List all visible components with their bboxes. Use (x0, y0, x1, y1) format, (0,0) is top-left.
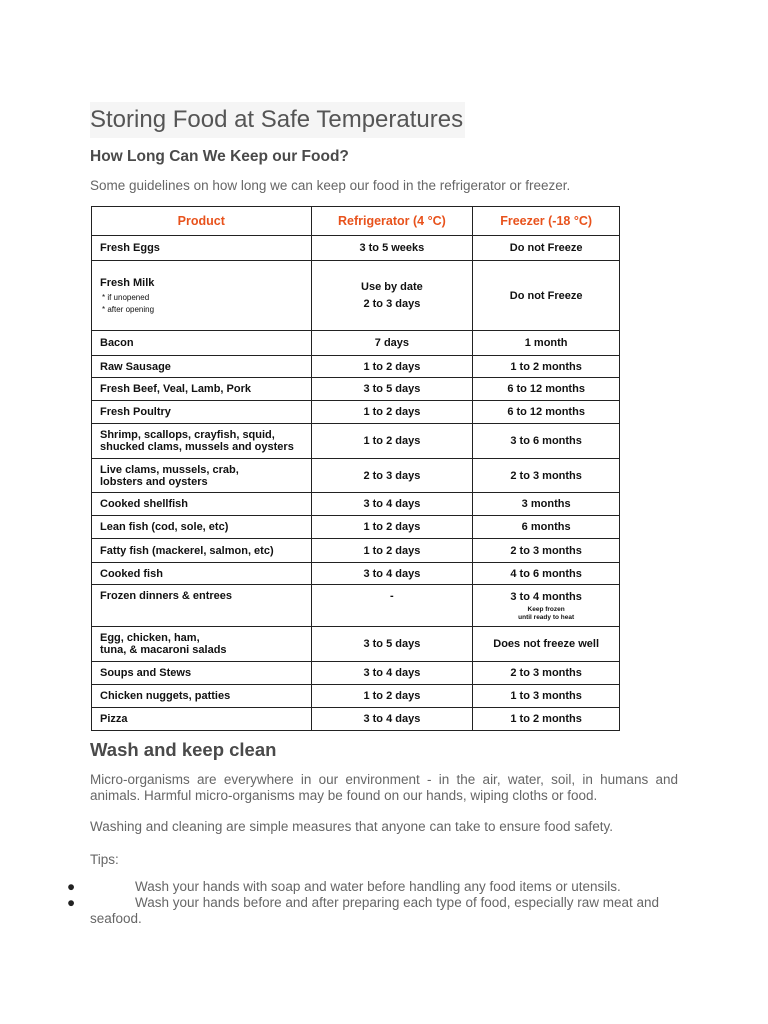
product-cell: Pizza (92, 708, 312, 731)
page-title: Storing Food at Safe Temperatures (90, 102, 465, 138)
table-row (92, 424, 620, 459)
freezer-cell: 3 to 6 months (473, 424, 620, 459)
fridge-cell: 1 to 2 days (311, 539, 473, 563)
table-row (92, 459, 620, 493)
product-cell (92, 627, 312, 662)
table-row (92, 585, 620, 627)
product-cell: Cooked shellfish (92, 493, 312, 516)
fridge-cell: - (311, 585, 473, 627)
table-row (92, 493, 620, 516)
product-name-cont: shucked clams, mussels and oysters (100, 441, 294, 453)
table-row (92, 236, 620, 261)
product-cell: Fatty fish (mackerel, salmon, etc) (92, 539, 312, 563)
bullet-dot-icon: ● (67, 879, 76, 894)
tips-list (0, 879, 768, 927)
table-row (92, 378, 620, 401)
product-cell: Chicken nuggets, patties (92, 685, 312, 708)
table-header-row (92, 207, 620, 236)
fridge-cell: 2 to 3 days (311, 459, 473, 493)
paragraph-washing: Washing and cleaning are simple measures that anyone can take to ensure food safety. (90, 819, 614, 834)
storage-table (91, 206, 620, 731)
product-name-cont: lobsters and oysters (100, 475, 208, 488)
freezer-cell: 1 month (473, 331, 620, 356)
fridge-cell: 7 days (311, 331, 473, 356)
product-name-cont: tuna, & macaroni salads (100, 644, 227, 656)
product-cell (92, 424, 312, 459)
fridge-cell: 3 to 4 days (311, 493, 473, 516)
product-cell: Raw Sausage (92, 356, 312, 378)
section-heading: Wash and keep clean (90, 739, 277, 760)
freezer-cell: 6 to 12 months (473, 378, 620, 401)
freezer-cell: Do not Freeze (473, 261, 620, 331)
product-cell (92, 261, 312, 331)
product-cell: Soups and Stews (92, 662, 312, 685)
freezer-cell (473, 585, 620, 627)
table-row (92, 261, 620, 331)
bullet-dot-icon: ● (67, 895, 76, 910)
freezer-cell: 1 to 3 months (473, 685, 620, 708)
tip-text: Wash your hands with soap and water before handling any food items or utensils. (135, 879, 621, 894)
product-name: Live clams, mussels, crab, (100, 463, 239, 476)
fridge-value: 2 to 3 days (363, 297, 421, 310)
table-row (92, 662, 620, 685)
fridge-cell: 1 to 2 days (311, 516, 473, 539)
product-note: * if unopened (102, 293, 150, 302)
fridge-cell: 3 to 4 days (311, 708, 473, 731)
intro-text: Some guidelines on how long we can keep our food in the refrigerator or freezer. (90, 178, 571, 193)
product-cell: Cooked fish (92, 563, 312, 585)
fridge-cell: 3 to 5 weeks (311, 236, 473, 261)
header-product: Product (92, 207, 312, 236)
fridge-cell: 3 to 5 days (311, 378, 473, 401)
header-freezer: Freezer (-18 °C) (473, 207, 620, 236)
list-item (0, 879, 768, 895)
fridge-cell: 3 to 4 days (311, 662, 473, 685)
freezer-cell: 6 to 12 months (473, 401, 620, 424)
product-cell: Fresh Eggs (92, 236, 312, 261)
table-row (92, 685, 620, 708)
product-cell: Lean fish (cod, sole, etc) (92, 516, 312, 539)
product-cell (92, 459, 312, 493)
fridge-cell: 1 to 2 days (311, 685, 473, 708)
freezer-cell: 3 months (473, 493, 620, 516)
table-row (92, 563, 620, 585)
product-cell: Fresh Poultry (92, 401, 312, 424)
page-subtitle: How Long Can We Keep our Food? (90, 148, 349, 165)
freezer-cell: 6 months (473, 516, 620, 539)
table-row (92, 708, 620, 731)
product-cell: Bacon (92, 331, 312, 356)
fridge-cell (311, 261, 473, 331)
freezer-cell: 2 to 3 months (473, 539, 620, 563)
tips-label: Tips: (90, 852, 119, 867)
paragraph-microorganisms: Micro-organisms are everywhere in our environment - in the air, water, soil, in humans and animals. Harmful micro-organisms may be found on our hands, wiping cloths or food. (90, 772, 678, 803)
header-refrigerator: Refrigerator (4 °C) (311, 207, 473, 236)
table-row (92, 356, 620, 378)
freezer-cell: 4 to 6 months (473, 563, 620, 585)
freezer-cell: 2 to 3 months (473, 662, 620, 685)
product-note: * after opening (102, 305, 155, 314)
freezer-value: 3 to 4 months (510, 591, 582, 603)
freezer-cell: 1 to 2 months (473, 356, 620, 378)
product-cell: Fresh Beef, Veal, Lamb, Pork (92, 378, 312, 401)
freezer-cell: Do not Freeze (473, 236, 620, 261)
table-row (92, 539, 620, 563)
freezer-cell: 2 to 3 months (473, 459, 620, 493)
freezer-cell: 1 to 2 months (473, 708, 620, 731)
tip-text: Wash your hands before and after preparing each type of food, especially raw meat and seafood. (90, 895, 660, 926)
freezer-cell: Does not freeze well (473, 627, 620, 662)
product-name: Fresh Milk (100, 277, 155, 289)
product-cell: Frozen dinners & entrees (92, 585, 312, 627)
table-row (92, 331, 620, 356)
fridge-value: Use by date (361, 280, 423, 293)
product-name: Shrimp, scallops, crayfish, squid, (100, 429, 275, 441)
freezer-note: until ready to heat (518, 614, 575, 621)
fridge-cell: 1 to 2 days (311, 401, 473, 424)
fridge-cell: 3 to 5 days (311, 627, 473, 662)
product-name: Egg, chicken, ham, (100, 632, 200, 644)
table-row (92, 401, 620, 424)
list-item (0, 895, 768, 927)
table-row (92, 627, 620, 662)
fridge-cell: 3 to 4 days (311, 563, 473, 585)
freezer-note: Keep frozen (527, 606, 565, 613)
fridge-cell: 1 to 2 days (311, 356, 473, 378)
fridge-cell: 1 to 2 days (311, 424, 473, 459)
table-row (92, 516, 620, 539)
